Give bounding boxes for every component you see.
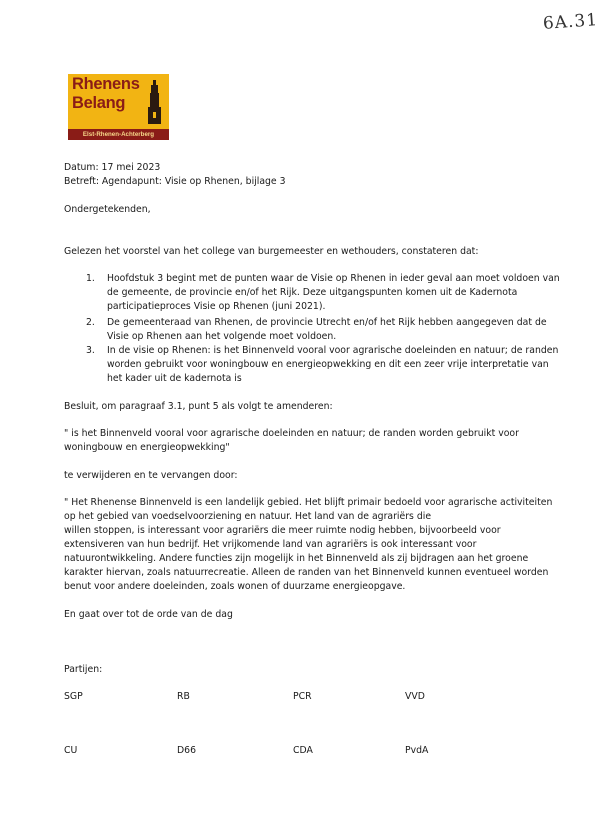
logo-line-2: Belang: [72, 94, 126, 112]
point-line: In de visie op Rhenen: is het Binnenveld vooral voor agrarische doeleinden en natuur; de randen: [107, 345, 559, 356]
party-sgp: SGP: [64, 691, 83, 702]
point-line: worden gebruikt voor woningbouw en energieopwekking en dit een zeer vrije interpretatie van: [107, 359, 549, 370]
quote-new-line: " Het Rhenense Binnenveld is een landelijk gebied. Het blijft primair bedoeld voor agrarische activiteiten: [64, 497, 553, 508]
salutation: Ondergetekenden,: [64, 204, 151, 215]
quote-new-line: op het gebied van voedselvoorziening en natuur. Het land van de agrariërs die: [64, 511, 432, 522]
party-rb: RB: [177, 691, 190, 702]
quote-new-line: natuurontwikkeling. Andere functies zijn mogelijk in het Binnenveld als zij bijdragen aan het groene: [64, 553, 529, 564]
quote-new-line: willen stoppen, is interessant voor agrariërs die meer ruimte nodig hebben, bijvoorbeeld voor: [64, 525, 501, 536]
intro-paragraph: Gelezen het voorstel van het college van burgemeester en wethouders, constateren dat:: [64, 246, 479, 257]
rhenens-belang-logo: [68, 74, 169, 140]
party-cu: CU: [64, 745, 78, 756]
point-line: de gemeente, de provincie en/of het Rijk. Deze uitgangspunten komen uit de Kadernota: [107, 287, 518, 298]
party-pvda: PvdA: [405, 745, 429, 756]
handwritten-annotation: 6A.31: [542, 10, 599, 34]
point-line: De gemeenteraad van Rhenen, de provincie Utrecht en/of het Rijk hebben aangegeven dat de: [107, 317, 547, 328]
quote-new-line: karakter hiervan, zoals natuurrecreatie. Alleen de randen van het Binnenveld kunnen eventueel worden: [64, 567, 549, 578]
point-number: 3.: [86, 345, 95, 356]
party-cda: CDA: [293, 745, 313, 756]
quote-new-line: benut voor andere doeleinden, zoals wonen of duurzame energieopgave.: [64, 581, 406, 592]
date-line: Datum: 17 mei 2023: [64, 162, 161, 173]
quote-old-line: woningbouw en energieopwekking": [64, 442, 230, 453]
logo-tagline: Elst-Rhenen-Achterberg: [68, 129, 169, 140]
logo-line-1: Rhenens: [72, 75, 140, 93]
point-number: 2.: [86, 317, 95, 328]
quote-old-line: " is het Binnenveld vooral voor agrarische doeleinden en natuur; de randen worden gebruikt voor: [64, 428, 519, 439]
point-line: Visie op Rhenen aan het volgende moet voldoen.: [107, 331, 337, 342]
party-vvd: VVD: [405, 691, 425, 702]
decision-line: Besluit, om paragraaf 3.1, punt 5 als volgt te amenderen:: [64, 401, 333, 412]
quote-new-line: extensiveren van hun bedrijf. Het vrijkomende land van agrariërs is ook interessant voor: [64, 539, 477, 550]
point-line: het kader uit de kadernota is: [107, 373, 242, 384]
party-pcr: PCR: [293, 691, 312, 702]
parties-label: Partijen:: [64, 664, 103, 675]
point-line: participatieproces Visie op Rhenen (juni 2021).: [107, 301, 326, 312]
replace-instruction: te verwijderen en te vervangen door:: [64, 470, 238, 481]
closing-line: En gaat over tot de orde van de dag: [64, 609, 233, 620]
tower-icon: [145, 80, 165, 124]
subject-line: Betreft: Agendapunt: Visie op Rhenen, bijlage 3: [64, 176, 286, 187]
party-d66: D66: [177, 745, 196, 756]
point-line: Hoofdstuk 3 begint met de punten waar de Visie op Rhenen in ieder geval aan moet voldoen van: [107, 273, 560, 284]
point-number: 1.: [86, 273, 95, 284]
